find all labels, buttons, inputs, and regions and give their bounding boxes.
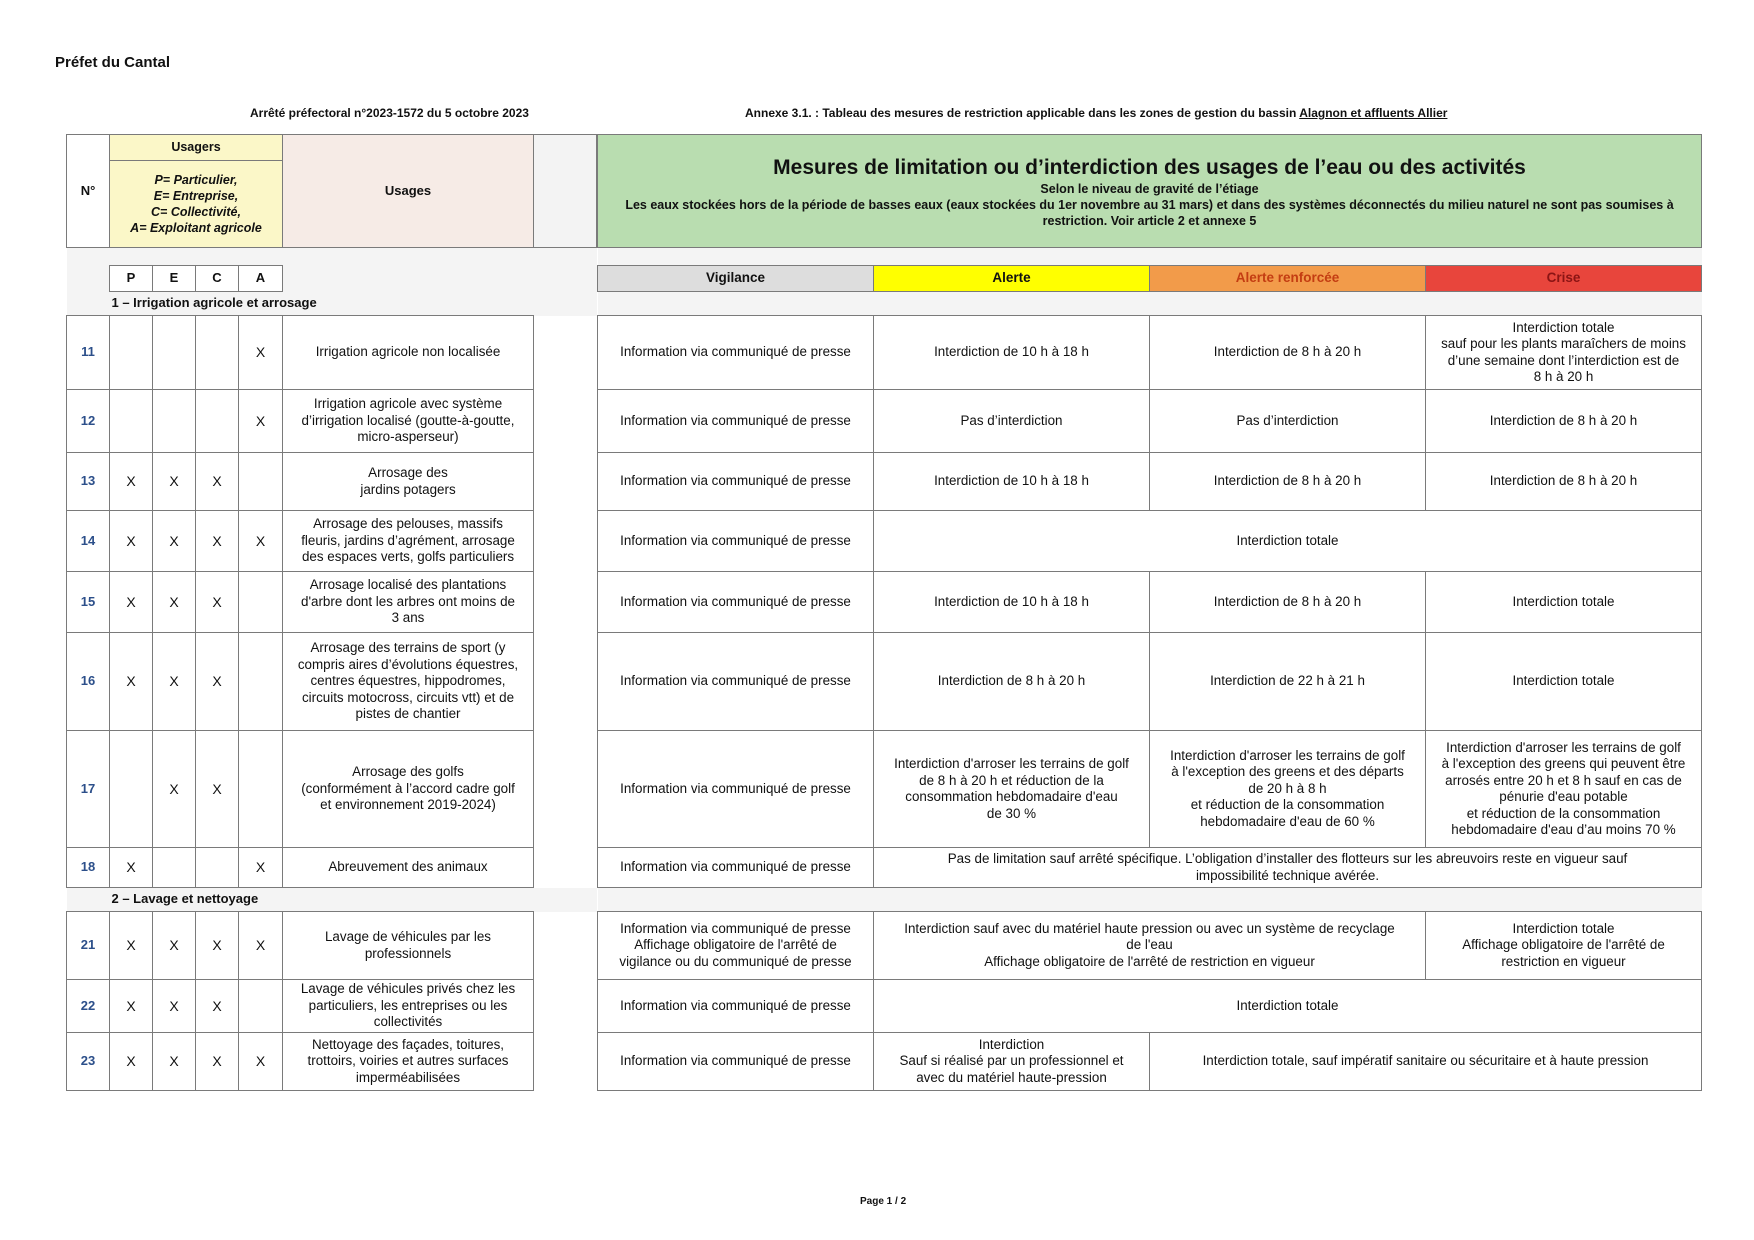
arrete-reference: Arrêté préfectoral n°2023-1572 du 5 octobre 2023	[250, 106, 529, 120]
level-alerte-renforcee: Alerte renforcée	[1150, 266, 1426, 292]
mark-a: X	[239, 390, 283, 453]
mark-a: X	[239, 1033, 283, 1091]
mark-c: X	[196, 572, 239, 633]
vigilance-cell: Information via communiqué de presse	[598, 1033, 874, 1091]
spacer	[598, 248, 1702, 266]
table-row	[67, 731, 597, 848]
mark-c: X	[196, 731, 239, 848]
mesures-header	[598, 135, 1702, 248]
ar-line: de l'eau	[1126, 937, 1173, 953]
renforcee-cell	[1150, 731, 1426, 848]
spacer	[598, 888, 1702, 912]
mark-p	[110, 390, 153, 453]
mark-a	[239, 633, 283, 731]
usage-line: Arrosage des terrains de sport (y	[310, 640, 506, 656]
mark-e: X	[153, 633, 196, 731]
annexe-bassin: Alagnon et affluents Allier	[1299, 106, 1448, 120]
usage-line: fleuris, jardins d’agrément, arrosage	[301, 532, 515, 548]
row-number: 23	[67, 1033, 110, 1091]
crise-line: Interdiction d'arroser les terrains de golf	[1446, 739, 1681, 755]
usage-line: professionnels	[364, 945, 452, 961]
usage-line: (conformément à l’accord cadre golf	[301, 780, 515, 796]
alerte-line: Interdiction d'arroser les terrains de golf	[894, 756, 1129, 771]
ar-line: Interdiction sauf avec du matériel haute pression ou avec un système de recyclage	[904, 920, 1395, 936]
renforcee-cell: Pas d’interdiction	[1150, 390, 1426, 453]
section-title: 2 – Lavage et nettoyage	[67, 888, 597, 912]
mark-e	[153, 848, 196, 888]
usage-label	[283, 731, 534, 848]
mark-p: X	[110, 572, 153, 633]
alerte-line: consommation hebdomadaire d'eau	[905, 789, 1118, 804]
table-row	[598, 848, 1702, 888]
mark-c: X	[196, 912, 239, 980]
alerte-cell: Interdiction de 10 h à 18 h	[874, 572, 1150, 633]
merged-line: Pas de limitation sauf arrêté spécifique. L’obligation d’installer des flotteurs sur les abreuvoirs reste en vigueur sauf	[947, 851, 1628, 866]
crise-cell	[1426, 316, 1702, 390]
table-row	[598, 316, 1702, 390]
legend-a: A= Exploitant agricole	[130, 221, 262, 235]
mark-a: X	[239, 848, 283, 888]
crise-line: 8 h à 20 h	[1533, 369, 1594, 384]
vigilance-cell: Information via communiqué de presse	[598, 633, 874, 731]
mark-e: X	[153, 453, 196, 511]
renf-line: de 20 h à 8 h	[1248, 780, 1327, 796]
spacer	[598, 292, 1702, 316]
usage-line: pistes de chantier	[355, 706, 461, 722]
crise-line: Interdiction totale	[1512, 920, 1615, 936]
crise-cell: Interdiction totale	[1426, 633, 1702, 731]
renf-line: et réduction de la consommation	[1190, 797, 1385, 813]
mark-e	[153, 316, 196, 390]
table-row	[67, 848, 597, 888]
mark-c: X	[196, 1033, 239, 1091]
usage-line: des espaces verts, golfs particuliers	[301, 549, 515, 565]
vigilance-cell: Information via communiqué de presse	[598, 390, 874, 453]
alerte-cell: Interdiction de 8 h à 20 h	[874, 633, 1150, 731]
mark-e: X	[153, 912, 196, 980]
alerte-line: Sauf si réalisé par un professionnel et	[899, 1053, 1124, 1069]
mesures-title: Mesures de limitation ou d’interdiction des usages de l’eau ou des activités	[773, 156, 1526, 179]
mark-e: X	[153, 511, 196, 572]
table-row	[67, 980, 597, 1033]
renforcee-cell: Interdiction de 8 h à 20 h	[1150, 316, 1426, 390]
table-row	[67, 316, 597, 390]
alerte-cell	[874, 731, 1150, 848]
merged-cell: Interdiction totale	[874, 980, 1702, 1033]
vigilance-cell: Information via communiqué de presse	[598, 511, 874, 572]
blank-cell	[534, 316, 597, 390]
usage-line: trottoirs, voiries et autres surfaces	[307, 1053, 509, 1069]
row-number: 18	[67, 848, 110, 888]
crise-cell	[1426, 912, 1702, 980]
usage-line: et environnement 2019-2024)	[320, 797, 496, 813]
usage-label	[283, 453, 534, 511]
usage-line: jardins potagers	[360, 481, 456, 497]
renforcee-cell: Interdiction de 8 h à 20 h	[1150, 453, 1426, 511]
blank-cell	[534, 1033, 597, 1091]
table-row	[67, 633, 597, 731]
crise-line: Interdiction totale	[1512, 319, 1615, 335]
crise-cell: Interdiction totale	[1426, 572, 1702, 633]
mark-c: X	[196, 511, 239, 572]
mark-e: X	[153, 572, 196, 633]
mark-e	[153, 390, 196, 453]
mark-p: X	[110, 1033, 153, 1091]
level-vigilance: Vigilance	[598, 266, 874, 292]
usage-line: micro-asperseur)	[357, 429, 459, 445]
renforcee-cell: Interdiction de 22 h à 21 h	[1150, 633, 1426, 731]
usage-label: Abreuvement des animaux	[283, 848, 534, 888]
usage-line: collectivités	[373, 1014, 443, 1030]
header-no: N°	[67, 135, 110, 248]
table-row	[598, 511, 1702, 572]
col-e: E	[153, 266, 196, 292]
crise-line: sauf pour les plants maraîchers de moins	[1441, 336, 1686, 351]
usage-line: particuliers, les entreprises ou les	[308, 997, 508, 1013]
mark-c: X	[196, 980, 239, 1033]
alerte-cell: Interdiction de 10 h à 18 h	[874, 316, 1150, 390]
merged-line: impossibilité technique avérée.	[1195, 867, 1380, 883]
usage-line: d’irrigation localisé (goutte-à-goutte,	[301, 412, 515, 428]
row-number: 13	[67, 453, 110, 511]
mark-p: X	[110, 511, 153, 572]
vigilance-cell: Information via communiqué de presse	[598, 453, 874, 511]
row-number: 16	[67, 633, 110, 731]
row-number: 22	[67, 980, 110, 1033]
mark-p: X	[110, 980, 153, 1033]
alerte-renforcee-cell	[874, 912, 1426, 980]
row-number: 21	[67, 912, 110, 980]
table-row	[598, 633, 1702, 731]
level-alerte: Alerte	[874, 266, 1150, 292]
usage-label	[283, 633, 534, 731]
mark-a: X	[239, 316, 283, 390]
table-row	[598, 453, 1702, 511]
mark-e: X	[153, 731, 196, 848]
col-a: A	[239, 266, 283, 292]
crise-line: et réduction de la consommation	[1466, 805, 1661, 821]
blank-cell	[534, 980, 597, 1033]
ar-line: Affichage obligatoire de l'arrêté de restriction en vigueur	[984, 953, 1315, 969]
mark-a	[239, 453, 283, 511]
mark-e: X	[153, 1033, 196, 1091]
mark-a	[239, 980, 283, 1033]
usage-line: imperméabilisées	[355, 1069, 461, 1085]
mark-e: X	[153, 980, 196, 1033]
mark-p: X	[110, 848, 153, 888]
crise-line: restriction en vigueur	[1501, 953, 1626, 969]
mark-p: X	[110, 633, 153, 731]
mesures-note: Les eaux stockées hors de la période de basses eaux (eaux stockées du 1er novembre au 31 mars) et dans des systèmes déconnectés du milieu naturel ne sont pas soumises à restriction. Voir article 2 et annexe 5	[625, 198, 1674, 228]
usage-line: Arrosage des	[368, 465, 448, 480]
crise-line: d’une semaine dont l’interdiction est de	[1447, 352, 1680, 368]
table-row	[598, 572, 1702, 633]
renf-line: Interdiction d'arroser les terrains de golf	[1170, 747, 1405, 763]
table-row	[67, 511, 597, 572]
table-row	[67, 912, 597, 980]
usage-line: circuits motocross, circuits vtt) et de	[301, 689, 515, 705]
row-number: 12	[67, 390, 110, 453]
usage-line: centres équestres, hippodromes,	[310, 673, 506, 689]
vig-line: Information via communiqué de presse	[620, 920, 851, 936]
col-p: P	[110, 266, 153, 292]
table-row	[67, 453, 597, 511]
renforcee-crise-cell: Interdiction totale, sauf impératif sanitaire ou sécuritaire et à haute pression	[1150, 1033, 1702, 1091]
legend-p: P= Particulier,	[154, 173, 238, 187]
row-number: 17	[67, 731, 110, 848]
table-row	[598, 1033, 1702, 1091]
row-number: 15	[67, 572, 110, 633]
alerte-cell: Pas d’interdiction	[874, 390, 1150, 453]
usage-line: Arrosage des golfs	[352, 764, 464, 780]
mesures-subtitle: Selon le niveau de gravité de l’étiage	[1040, 182, 1259, 196]
mesures-table	[597, 134, 1702, 1091]
crise-cell: Interdiction de 8 h à 20 h	[1426, 390, 1702, 453]
table-row	[598, 980, 1702, 1033]
level-crise: Crise	[1426, 266, 1702, 292]
mark-c: X	[196, 633, 239, 731]
crise-line: pénurie d'eau potable	[1499, 789, 1628, 804]
usage-label: Irrigation agricole non localisée	[283, 316, 534, 390]
merged-cell	[874, 848, 1702, 888]
vigilance-cell: Information via communiqué de presse	[598, 848, 874, 888]
row-number: 11	[67, 316, 110, 390]
crise-cell: Interdiction de 8 h à 20 h	[1426, 453, 1702, 511]
alerte-line: avec du matériel haute-pression	[916, 1069, 1107, 1085]
blank-cell	[534, 390, 597, 453]
table-row	[598, 390, 1702, 453]
header-blank	[534, 135, 597, 248]
alerte-cell: Interdiction de 10 h à 18 h	[874, 453, 1150, 511]
page-number: Page 1 / 2	[860, 1196, 907, 1207]
usage-label	[283, 912, 534, 980]
col-c: C	[196, 266, 239, 292]
usage-line: Nettoyage des façades, toitures,	[311, 1036, 505, 1052]
vig-line: Affichage obligatoire de l'arrêté de	[634, 937, 837, 953]
crise-line: arrosés entre 20 h et 8 h sauf en cas de	[1445, 772, 1682, 788]
usage-label	[283, 572, 534, 633]
prefet-title: Préfet du Cantal	[55, 54, 171, 71]
table-row	[598, 731, 1702, 848]
vigilance-cell: Information via communiqué de presse	[598, 980, 874, 1033]
blank-cell	[534, 912, 597, 980]
mark-p	[110, 731, 153, 848]
alerte-line: de 30 %	[986, 805, 1037, 821]
crise-line: hebdomadaire d'eau d’au moins 70 %	[1451, 822, 1676, 837]
legend-e: E= Entreprise,	[153, 189, 239, 203]
mark-c	[196, 316, 239, 390]
merged-cell: Interdiction totale	[874, 511, 1702, 572]
usage-line: Arrosage des pelouses, massifs	[313, 516, 503, 532]
spacer	[67, 248, 597, 266]
mark-a: X	[239, 511, 283, 572]
mark-c: X	[196, 453, 239, 511]
table-row	[67, 572, 597, 633]
blank-cell	[534, 511, 597, 572]
mark-a: X	[239, 912, 283, 980]
blank-cell	[534, 633, 597, 731]
vigilance-cell: Information via communiqué de presse	[598, 316, 874, 390]
table-row	[67, 1033, 597, 1091]
usage-label	[283, 1033, 534, 1091]
renforcee-cell: Interdiction de 8 h à 20 h	[1150, 572, 1426, 633]
renf-line: hebdomadaire d'eau de 60 %	[1200, 813, 1375, 829]
usagers-table	[66, 134, 597, 1091]
alerte-line: de 8 h à 20 h et réduction de la	[919, 772, 1104, 788]
legend-c: C= Collectivité,	[151, 205, 241, 219]
usage-line: 3 ans	[391, 610, 425, 626]
row-number: 14	[67, 511, 110, 572]
crise-cell	[1426, 731, 1702, 848]
blank-cell	[283, 266, 597, 292]
usage-label	[283, 980, 534, 1033]
mark-c	[196, 848, 239, 888]
usage-line: Lavage de véhicules par les	[324, 929, 491, 944]
vig-line: vigilance ou du communiqué de presse	[619, 953, 852, 969]
header-usages: Usages	[283, 135, 534, 248]
section-title: 1 – Irrigation agricole et arrosage	[67, 292, 597, 316]
usage-line: d'arbre dont les arbres ont moins de	[301, 593, 515, 609]
alerte-line: Interdiction	[978, 1036, 1045, 1052]
vigilance-cell	[598, 912, 874, 980]
usage-line: Lavage de véhicules privés chez les	[300, 981, 516, 997]
usage-label	[283, 511, 534, 572]
usage-line: Arrosage localisé des plantations	[309, 577, 507, 593]
alerte-cell	[874, 1033, 1150, 1091]
blank-cell	[534, 453, 597, 511]
usagers-legend	[110, 161, 283, 248]
mark-p: X	[110, 453, 153, 511]
mark-p: X	[110, 912, 153, 980]
table-row	[598, 912, 1702, 980]
blank-cell	[67, 266, 110, 292]
blank-cell	[534, 572, 597, 633]
annexe-title	[745, 106, 1447, 120]
blank-cell	[534, 848, 597, 888]
mark-a	[239, 572, 283, 633]
crise-line: Affichage obligatoire de l'arrêté de	[1462, 937, 1665, 953]
mark-p	[110, 316, 153, 390]
mark-c	[196, 390, 239, 453]
crise-line: à l'exception des greens qui peuvent être	[1441, 756, 1686, 771]
blank-cell	[534, 731, 597, 848]
usage-label	[283, 390, 534, 453]
header-usagers: Usagers	[110, 135, 283, 161]
renf-line: à l'exception des greens et des départs	[1171, 764, 1404, 780]
vigilance-cell: Information via communiqué de presse	[598, 731, 874, 848]
mark-a	[239, 731, 283, 848]
vigilance-cell: Information via communiqué de presse	[598, 572, 874, 633]
table-row	[67, 390, 597, 453]
usage-line: Irrigation agricole avec système	[313, 396, 503, 412]
usage-line: compris aires d’évolutions équestres,	[297, 656, 519, 672]
annexe-prefix: Annexe 3.1. : Tableau des mesures de restriction applicable dans les zones de gestion du bassin	[745, 106, 1300, 120]
